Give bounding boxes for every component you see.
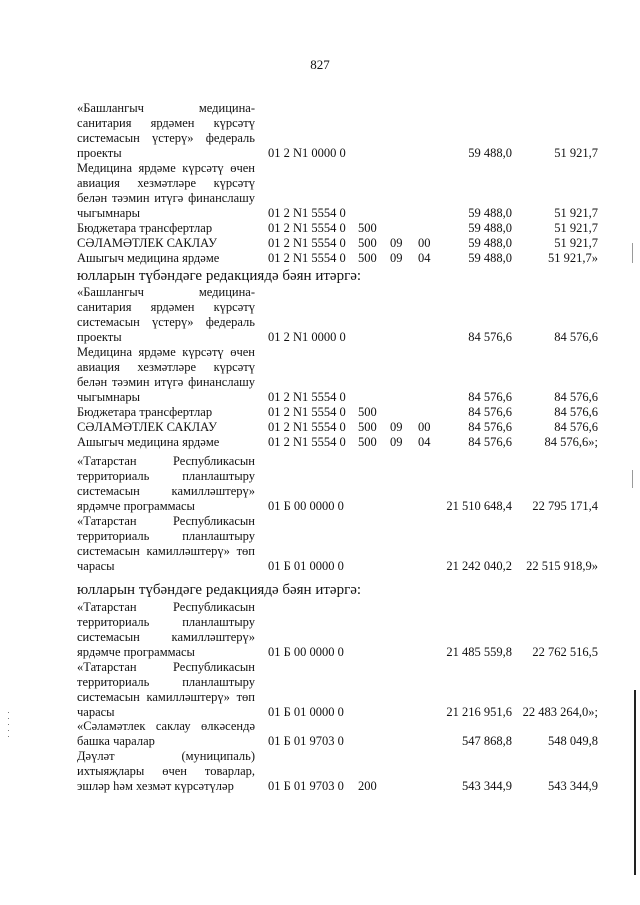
- row-name-line: «Башлангыч медицина-: [77, 101, 255, 115]
- row-name-line: Ашыгыч медицина ярдәме: [77, 251, 220, 265]
- row-name-line: СӘЛАМӘТЛЕК САКЛАУ: [77, 236, 217, 250]
- row-code: 01 2 N1 5554 0: [268, 420, 346, 434]
- row-code: 01 2 N1 5554 0: [268, 435, 346, 449]
- row-name-line: системасын камилләштерү» төп: [77, 690, 255, 704]
- row-pr: 04: [418, 251, 431, 265]
- row-name-line: СӘЛАМӘТЛЕК САКЛАУ: [77, 420, 217, 434]
- row-name-line: авиация хезмәтләре күрсәтү: [77, 360, 255, 374]
- row-amount-1: 84 576,6: [468, 405, 512, 419]
- row-amount-2: 51 921,7: [554, 206, 598, 220]
- row-name-line: ярдәмче программасы: [77, 645, 195, 659]
- row-code: 01 2 N1 0000 0: [268, 146, 346, 160]
- row-pr: 04: [418, 435, 431, 449]
- row-vr: 500: [358, 405, 377, 419]
- row-amount-2: 22 795 171,4: [532, 499, 598, 513]
- scan-speck: [8, 730, 9, 731]
- scan-edge-line: [634, 690, 636, 875]
- row-name-line: ярдәмче программасы: [77, 499, 195, 513]
- row-amount-2: 84 576,6: [554, 390, 598, 404]
- row-code: 01 Б 01 9703 0: [268, 779, 344, 793]
- row-name-line: Медицина ярдәме күрсәтү өчен: [77, 345, 255, 359]
- row-amount-2: 548 049,8: [548, 734, 598, 748]
- row-name-line: авиация хезмәтләре күрсәтү: [77, 176, 255, 190]
- row-amount-1: 59 488,0: [468, 146, 512, 160]
- scan-speck: [8, 724, 9, 725]
- row-vr: 500: [358, 221, 377, 235]
- row-name-line: Бюджетара трансфертлар: [77, 221, 213, 235]
- row-amount-2: 84 576,6»;: [544, 435, 598, 449]
- intro-text-1: юлларын түбәндәге редакциядә бәян итәргә:: [77, 268, 362, 284]
- row-name-line: чарасы: [77, 559, 115, 573]
- row-name-line: территориаль планлаштыру: [77, 529, 255, 543]
- row-amount-1: 547 868,8: [462, 734, 512, 748]
- scan-speck: [8, 712, 9, 713]
- row-amount-1: 21 485 559,8: [446, 645, 512, 659]
- row-name-line: белән тәэмин итүгә финанслашу: [77, 375, 255, 389]
- row-amount-2: 51 921,7: [554, 221, 598, 235]
- row-code: 01 Б 01 9703 0: [268, 734, 344, 748]
- row-name-line: Бюджетара трансфертлар: [77, 405, 213, 419]
- row-name-line: санитария ярдәмен күрсәтү: [77, 116, 255, 130]
- row-amount-2: 543 344,9: [548, 779, 598, 793]
- row-amount-1: 21 510 648,4: [446, 499, 512, 513]
- row-amount-2: 51 921,7»: [548, 251, 598, 265]
- row-name-line: Медицина ярдәме күрсәтү өчен: [77, 161, 255, 175]
- row-name-line: системасын үстерү» федераль: [77, 131, 255, 145]
- row-vr: 500: [358, 435, 377, 449]
- row-amount-1: 21 216 951,6: [446, 705, 512, 719]
- row-code: 01 2 N1 0000 0: [268, 330, 346, 344]
- row-amount-1: 543 344,9: [462, 779, 512, 793]
- intro-text-2: юлларын түбәндәге редакциядә бәян итәргә:: [77, 582, 362, 598]
- row-name-line: «Башлангыч медицина-: [77, 285, 255, 299]
- row-code: 01 2 N1 5554 0: [268, 390, 346, 404]
- row-amount-2: 84 576,6: [554, 330, 598, 344]
- row-vr: 500: [358, 420, 377, 434]
- row-amount-1: 21 242 040,2: [446, 559, 512, 573]
- row-name-line: проекты: [77, 146, 122, 160]
- row-name-line: «Татарстан Республикасын: [77, 514, 255, 528]
- row-amount-1: 84 576,6: [468, 390, 512, 404]
- row-amount-2: 51 921,7: [554, 146, 598, 160]
- row-code: 01 Б 00 0000 0: [268, 645, 344, 659]
- row-name-line: «Татарстан Республикасын: [77, 454, 255, 468]
- row-name-line: «Татарстан Республикасын: [77, 600, 255, 614]
- row-amount-2: 51 921,7: [554, 236, 598, 250]
- row-name-line: чыгымнары: [77, 206, 141, 220]
- row-rz: 09: [390, 435, 403, 449]
- row-code: 01 2 N1 5554 0: [268, 236, 346, 250]
- row-amount-1: 84 576,6: [468, 330, 512, 344]
- row-name-line: чыгымнары: [77, 390, 141, 404]
- row-name-line: Дәүләт (муниципаль): [77, 749, 255, 763]
- row-code: 01 Б 00 0000 0: [268, 499, 344, 513]
- row-name-line: проекты: [77, 330, 122, 344]
- row-name-line: системасын үстерү» федераль: [77, 315, 255, 329]
- row-code: 01 Б 01 0000 0: [268, 705, 344, 719]
- row-amount-1: 84 576,6: [468, 420, 512, 434]
- row-vr: 500: [358, 251, 377, 265]
- row-amount-2: 84 576,6: [554, 405, 598, 419]
- margin-mark: [632, 243, 633, 263]
- row-name-line: системасын камилләштерү»: [77, 484, 255, 498]
- row-name-line: «Татарстан Республикасын: [77, 660, 255, 674]
- row-pr: 00: [418, 236, 431, 250]
- row-rz: 09: [390, 420, 403, 434]
- row-rz: 09: [390, 236, 403, 250]
- row-code: 01 2 N1 5554 0: [268, 206, 346, 220]
- row-amount-1: 59 488,0: [468, 236, 512, 250]
- row-name-line: территориаль планлаштыру: [77, 469, 255, 483]
- row-amount-2: 84 576,6: [554, 420, 598, 434]
- row-name-line: белән тәэмин итүгә финанслашу: [77, 191, 255, 205]
- margin-mark: [632, 470, 633, 488]
- page-number: 827: [310, 57, 330, 72]
- row-amount-1: 59 488,0: [468, 251, 512, 265]
- row-name-line: «Сәламәтлек саклау өлкәсендә: [77, 719, 255, 733]
- scan-speck: [8, 736, 9, 737]
- row-amount-1: 84 576,6: [468, 435, 512, 449]
- row-name-line: эшләр һәм хезмәт күрсәтүләр: [77, 779, 234, 793]
- row-amount-1: 59 488,0: [468, 206, 512, 220]
- row-code: 01 2 N1 5554 0: [268, 251, 346, 265]
- row-vr: 200: [358, 779, 377, 793]
- row-name-line: ихтыяҗлары өчен товарлар,: [77, 764, 255, 778]
- row-code: 01 Б 01 0000 0: [268, 559, 344, 573]
- row-code: 01 2 N1 5554 0: [268, 221, 346, 235]
- row-code: 01 2 N1 5554 0: [268, 405, 346, 419]
- row-amount-2: 22 515 918,9»: [526, 559, 598, 573]
- row-vr: 500: [358, 236, 377, 250]
- row-amount-2: 22 483 264,0»;: [522, 705, 598, 719]
- row-name-line: санитария ярдәмен күрсәтү: [77, 300, 255, 314]
- row-name-line: башка чаралар: [77, 734, 155, 748]
- scan-speck: [8, 718, 9, 719]
- row-name-line: системасын камилләштерү»: [77, 630, 255, 644]
- row-name-line: чарасы: [77, 705, 115, 719]
- row-name-line: системасын камилләштерү» төп: [77, 544, 255, 558]
- row-pr: 00: [418, 420, 431, 434]
- row-rz: 09: [390, 251, 403, 265]
- row-amount-1: 59 488,0: [468, 221, 512, 235]
- row-name-line: территориаль планлаштыру: [77, 675, 255, 689]
- row-amount-2: 22 762 516,5: [532, 645, 598, 659]
- row-name-line: Ашыгыч медицина ярдәме: [77, 435, 220, 449]
- row-name-line: территориаль планлаштыру: [77, 615, 255, 629]
